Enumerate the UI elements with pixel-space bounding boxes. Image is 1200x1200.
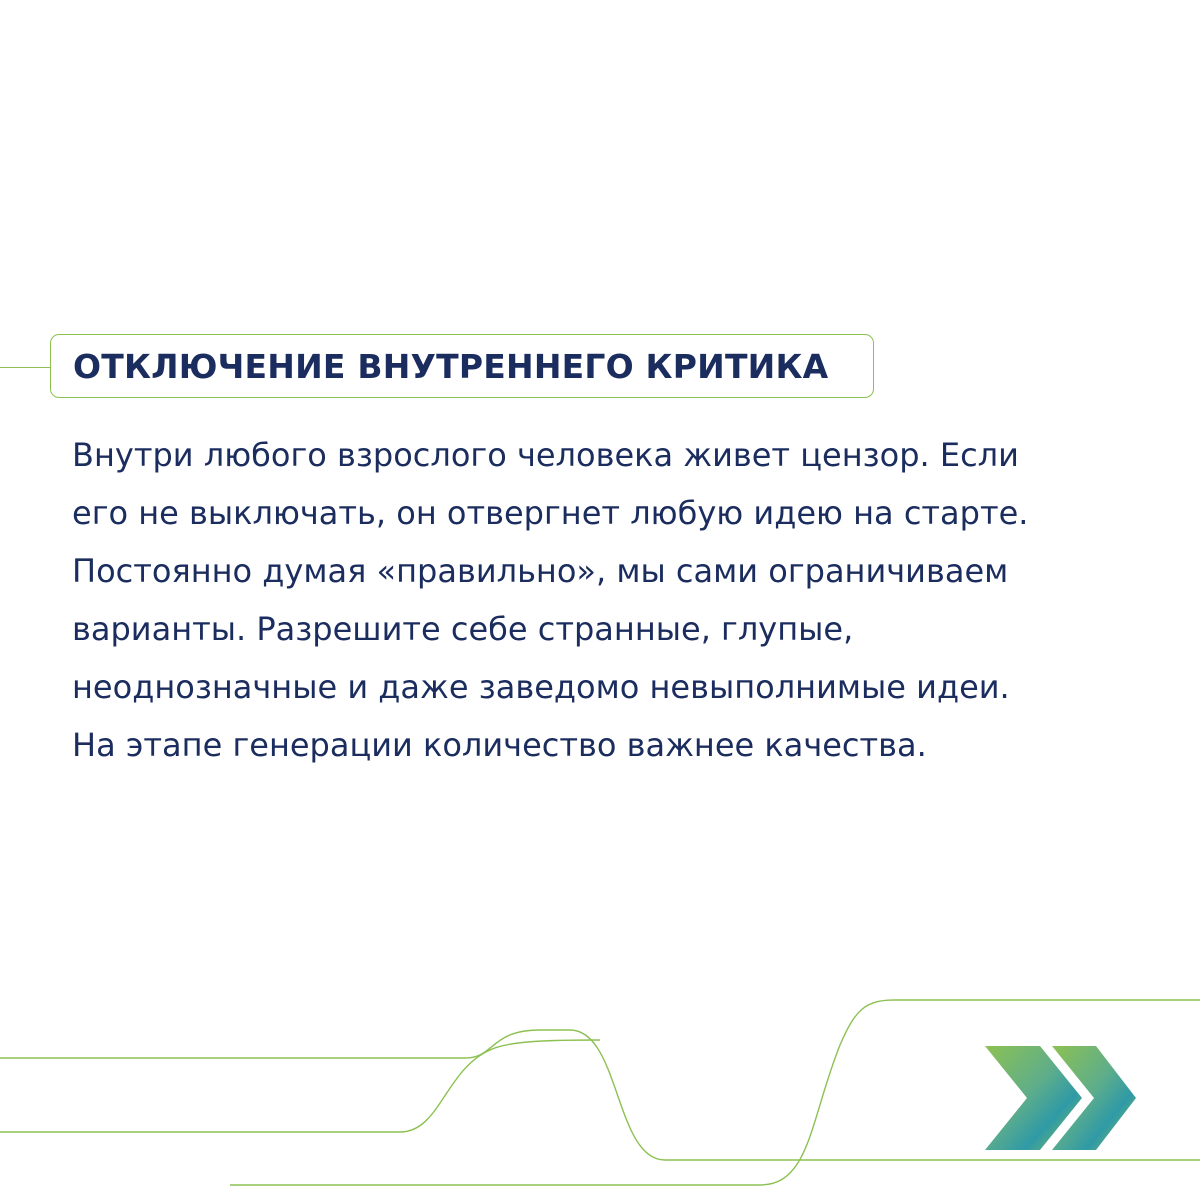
body-line: Внутри любого взрослого человека живет цензор. Если xyxy=(72,436,1019,474)
body-paragraph xyxy=(72,426,1132,774)
body-line: его не выключать, он отвергнет любую идею на старте. xyxy=(72,494,1029,532)
body-line: варианты. Разрешите себе странные, глупые, xyxy=(72,610,854,648)
body-line: На этапе генерации количество важнее качества. xyxy=(72,726,927,764)
title-frame xyxy=(50,334,874,398)
body-line: Постоянно думая «правильно», мы сами ограничиваем xyxy=(72,552,1009,590)
body-line: неоднозначные и даже заведомо невыполнимые идеи. xyxy=(72,668,1010,706)
double-chevron-right-icon xyxy=(985,1046,1136,1150)
decorative-lines-footer xyxy=(0,990,1200,1200)
title-connector-line xyxy=(0,367,52,368)
decorative-line xyxy=(0,1040,600,1132)
slide-title: ОТКЛЮЧЕНИЕ ВНУТРЕННЕГО КРИТИКА xyxy=(73,346,829,386)
